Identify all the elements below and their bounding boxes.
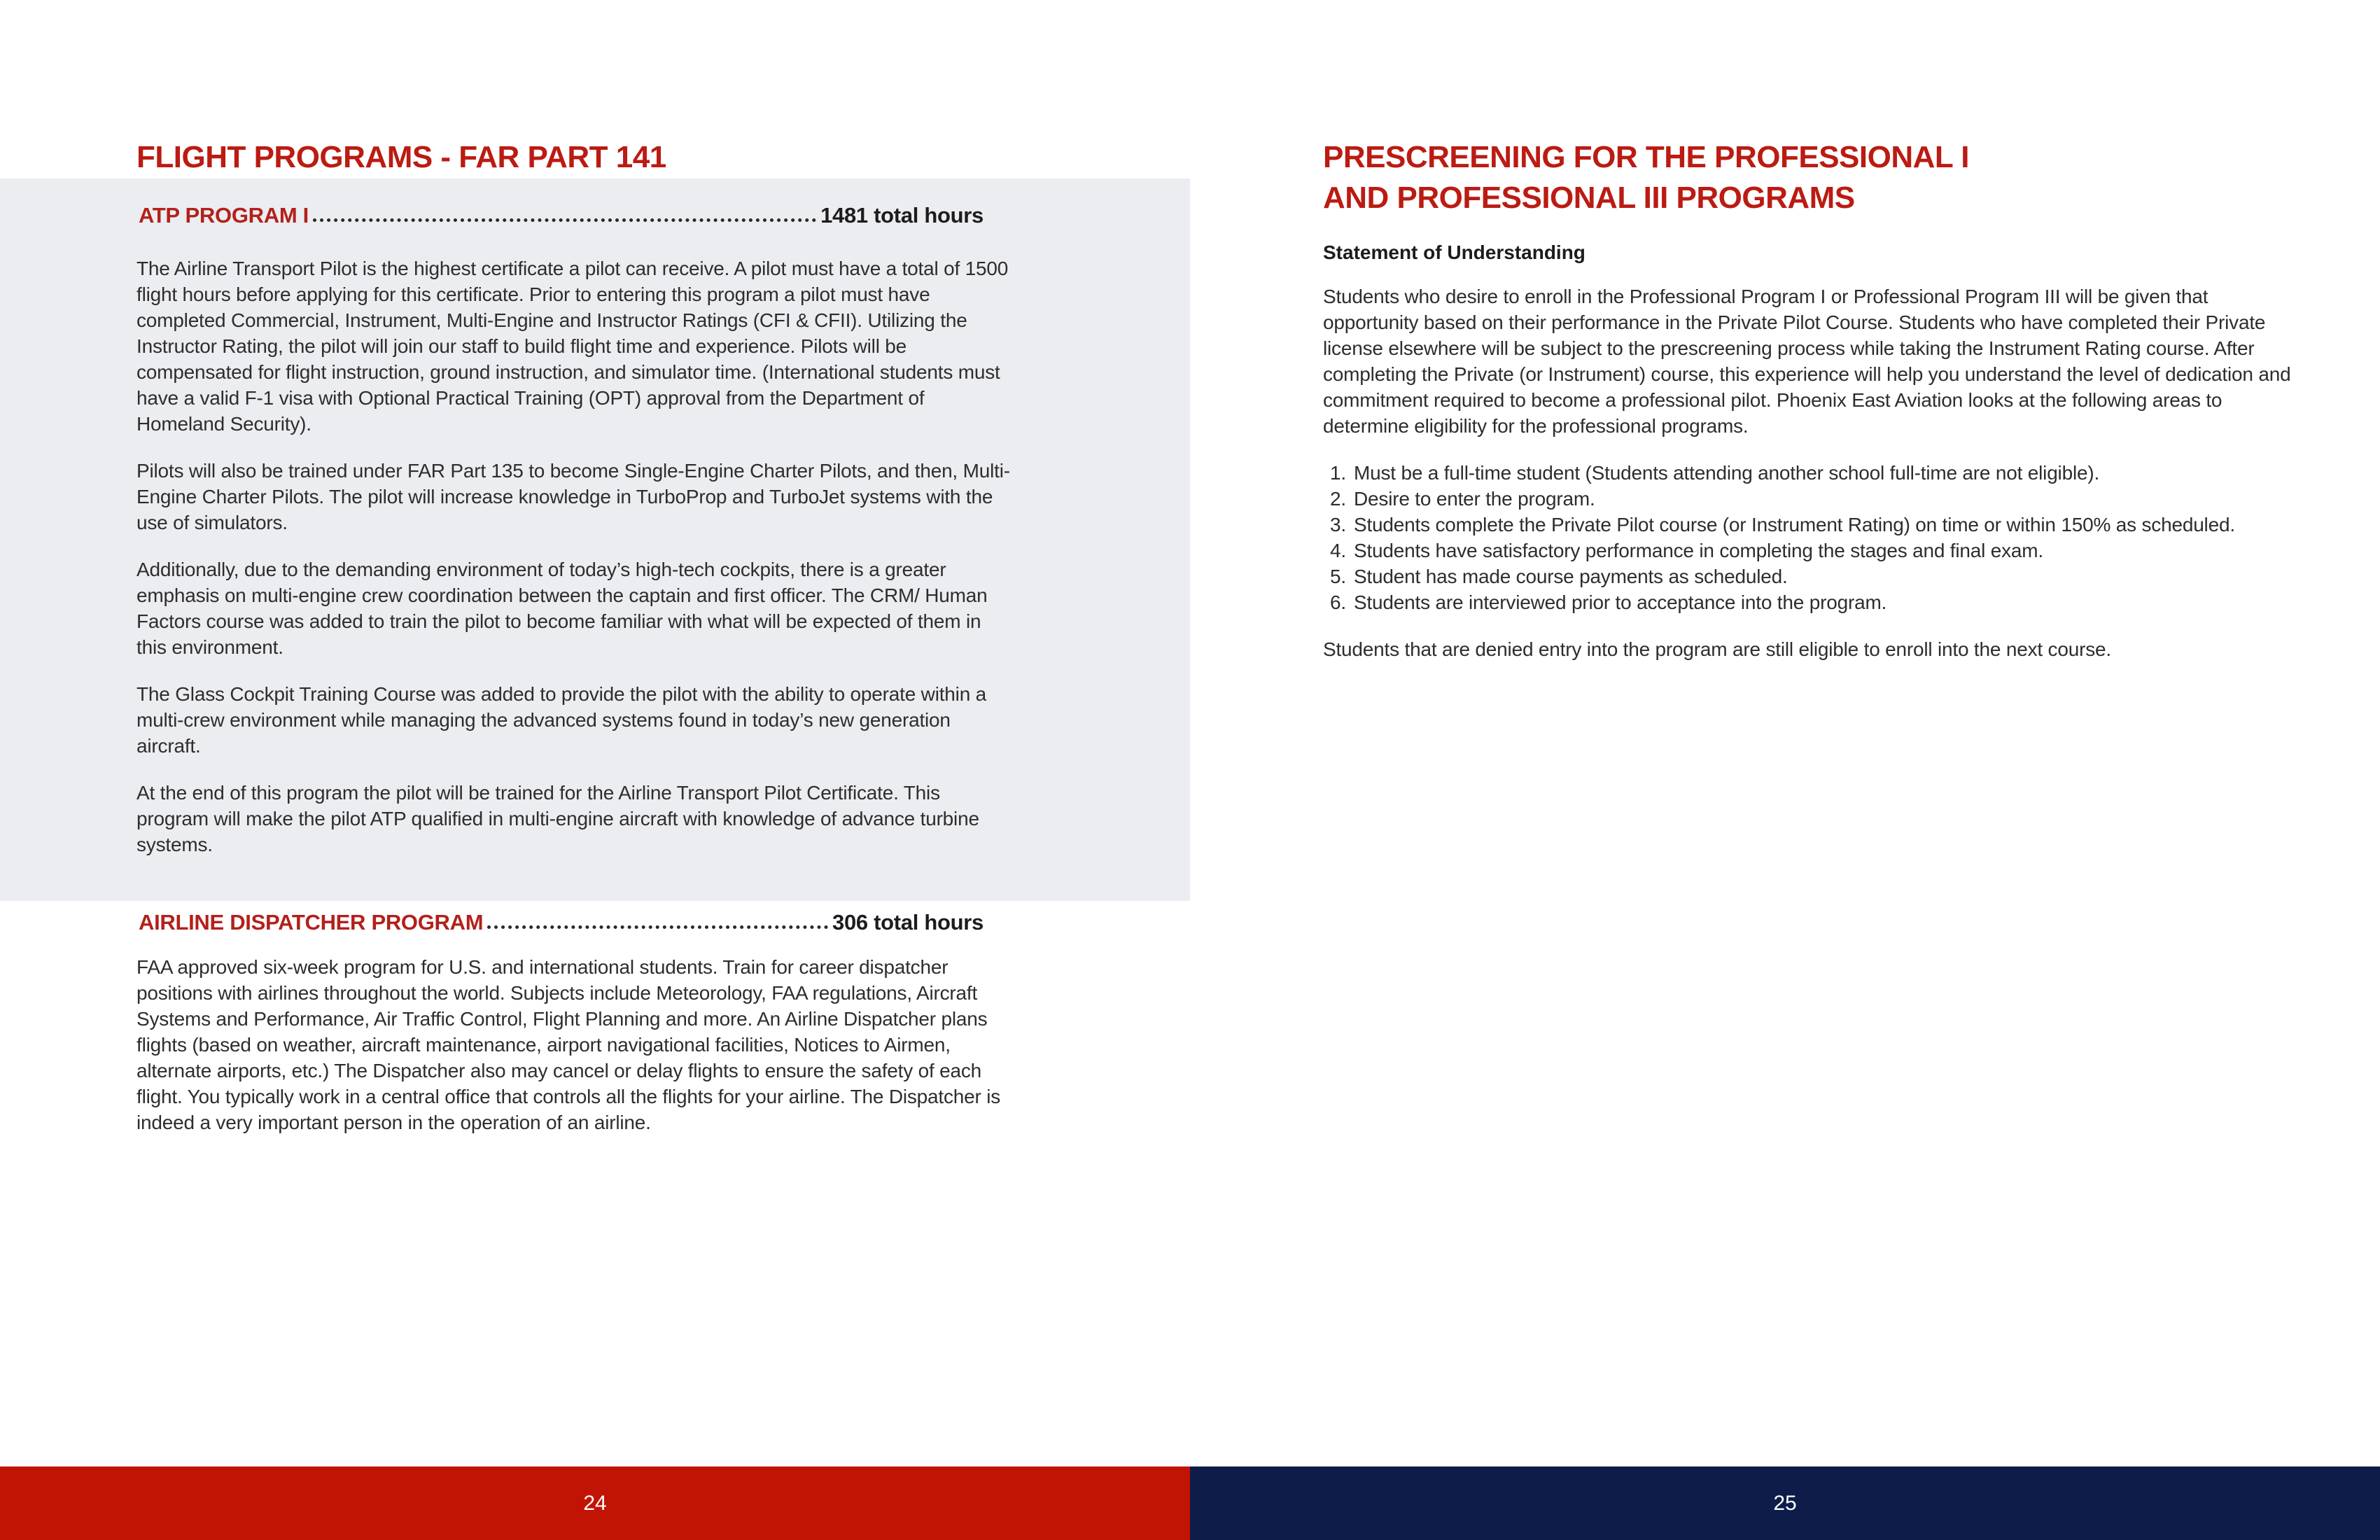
list-item-text: Student has made course payments as scheduled. — [1354, 566, 1788, 587]
left-page-number: 24 — [583, 1491, 607, 1515]
paragraph: At the end of this program the pilot will be trained for the Airline Transport Pilot Certificate. This program will make the pilot ATP qualified in multi-engine aircraft with knowledge of advance turbine systems. — [136, 782, 979, 855]
atp-program-hours: 1481 total hours — [820, 203, 983, 227]
dispatcher-program-heading: AIRLINE DISPATCHER PROGRAM — [139, 910, 484, 934]
dispatcher-program-hours: 306 total hours — [832, 910, 983, 934]
right-page-footer-bar — [1190, 1466, 2380, 1540]
right-page-title-line1: PRESCREENING FOR THE PROFESSIONAL I — [1323, 140, 1969, 174]
list-item-text: Students are interviewed prior to acceptance into the program. — [1354, 592, 1887, 613]
list-item — [1323, 564, 2303, 589]
eligibility-list — [1323, 460, 2303, 615]
paragraph: Students who desire to enroll in the Professional Program I or Professional Program III will be given that opportunity based on their performance in the Private Pilot Course. Students who have completed their Private license elsewhere will be subject to the prescreening process while taking the Instrument Rating course. After completing the Private (or Instrument) course, this experience will help you understand the level of dedication and commitment required to become a professional pilot. Phoenix East Aviation looks at the following areas to determine eligibility for the professional programs. — [1323, 286, 2291, 437]
paragraph: The Airline Transport Pilot is the highest certificate a pilot can receive. A pilot must have a total of 1500 flight hours before applying for this certificate. Prior to entering this program a pilot must have completed Commercial, Instrument, Multi-Engine and Instructor Ratings (CFI & CFII). Utilizing the Instructor Rating, the pilot will join our staff to build flight time and experience. Pilots will be compensated for flight instruction, ground instruction, and simulator time. (International students must have a valid F-1 visa with Optional Practical Training (OPT) approval from the Department of Homeland Security). — [136, 258, 1009, 435]
list-item-text: Must be a full-time student (Students attending another school full-time are not eligible). — [1354, 462, 2100, 484]
list-item-number: 1. — [1330, 462, 1346, 484]
atp-program-body — [136, 255, 1011, 878]
dotted-leader — [313, 218, 816, 222]
paragraph: Pilots will also be trained under FAR Part 135 to become Single-Engine Charter Pilots, and then, Multi-Engine Charter Pilots. The pilot will increase knowledge in TurboProp and TurboJet systems with the use of simulators. — [136, 460, 1010, 533]
list-item — [1323, 512, 2303, 538]
right-page-title-line2: AND PROFESSIONAL III PROGRAMS — [1323, 181, 1855, 215]
right-page — [1190, 0, 2380, 1540]
prescreening-body — [1323, 284, 2303, 683]
atp-program-heading-row — [139, 203, 983, 228]
right-page-title — [1323, 137, 2233, 218]
dotted-leader — [487, 925, 828, 929]
list-item-number: 6. — [1330, 592, 1346, 613]
list-item — [1323, 538, 2303, 564]
list-item-number: 2. — [1330, 488, 1346, 510]
list-item-number: 3. — [1330, 514, 1346, 536]
paragraph: The Glass Cockpit Training Course was added to provide the pilot with the ability to operate within a multi-crew environment while managing the advanced systems found in today’s new generation aircraft. — [136, 683, 987, 757]
list-item — [1323, 589, 2303, 615]
statement-heading: Statement of Understanding — [1323, 241, 1586, 263]
dispatcher-program-body — [136, 954, 1011, 1156]
left-page-title: FLIGHT PROGRAMS - FAR PART 141 — [136, 140, 666, 174]
paragraph: Students that are denied entry into the program are still eligible to enroll into the next course. — [1323, 638, 2111, 660]
list-item-number: 4. — [1330, 540, 1346, 561]
list-item — [1323, 460, 2303, 486]
paragraph: FAA approved six-week program for U.S. and international students. Train for career dispatcher positions with airlines throughout the world. Subjects include Meteorology, FAA regulations, Aircraft Systems and Performance, Air Traffic Control, Flight Planning and more. An Airline Dispatcher plans flights (based on weather, aircraft maintenance, airport navigational facilities, Notices to Airmen, alternate airports, etc.) The Dispatcher also may cancel or delay flights to ensure the safety of each flight. You typically work in a central office that controls all the flights for your airline. The Dispatcher is indeed a very important person in the operation of an airline. — [136, 956, 1001, 1133]
left-page-footer-bar — [0, 1466, 1190, 1540]
list-item — [1323, 486, 2303, 512]
dispatcher-program-heading-row — [139, 910, 983, 935]
atp-program-heading: ATP PROGRAM I — [139, 203, 309, 227]
list-item-text: Students have satisfactory performance in completing the stages and final exam. — [1354, 540, 2043, 561]
list-item-text: Students complete the Private Pilot course (or Instrument Rating) on time or within 150% as scheduled. — [1354, 514, 2235, 536]
list-item-text: Desire to enter the program. — [1354, 488, 1595, 510]
paragraph: Additionally, due to the demanding environment of today’s high-tech cockpits, there is a greater emphasis on multi-engine crew coordination between the captain and first officer. The CRM/ Human Factors course was added to train the pilot to become familiar with what will be expected of them in this environment. — [136, 559, 988, 658]
right-page-number: 25 — [1773, 1491, 1797, 1515]
list-item-number: 5. — [1330, 566, 1346, 587]
